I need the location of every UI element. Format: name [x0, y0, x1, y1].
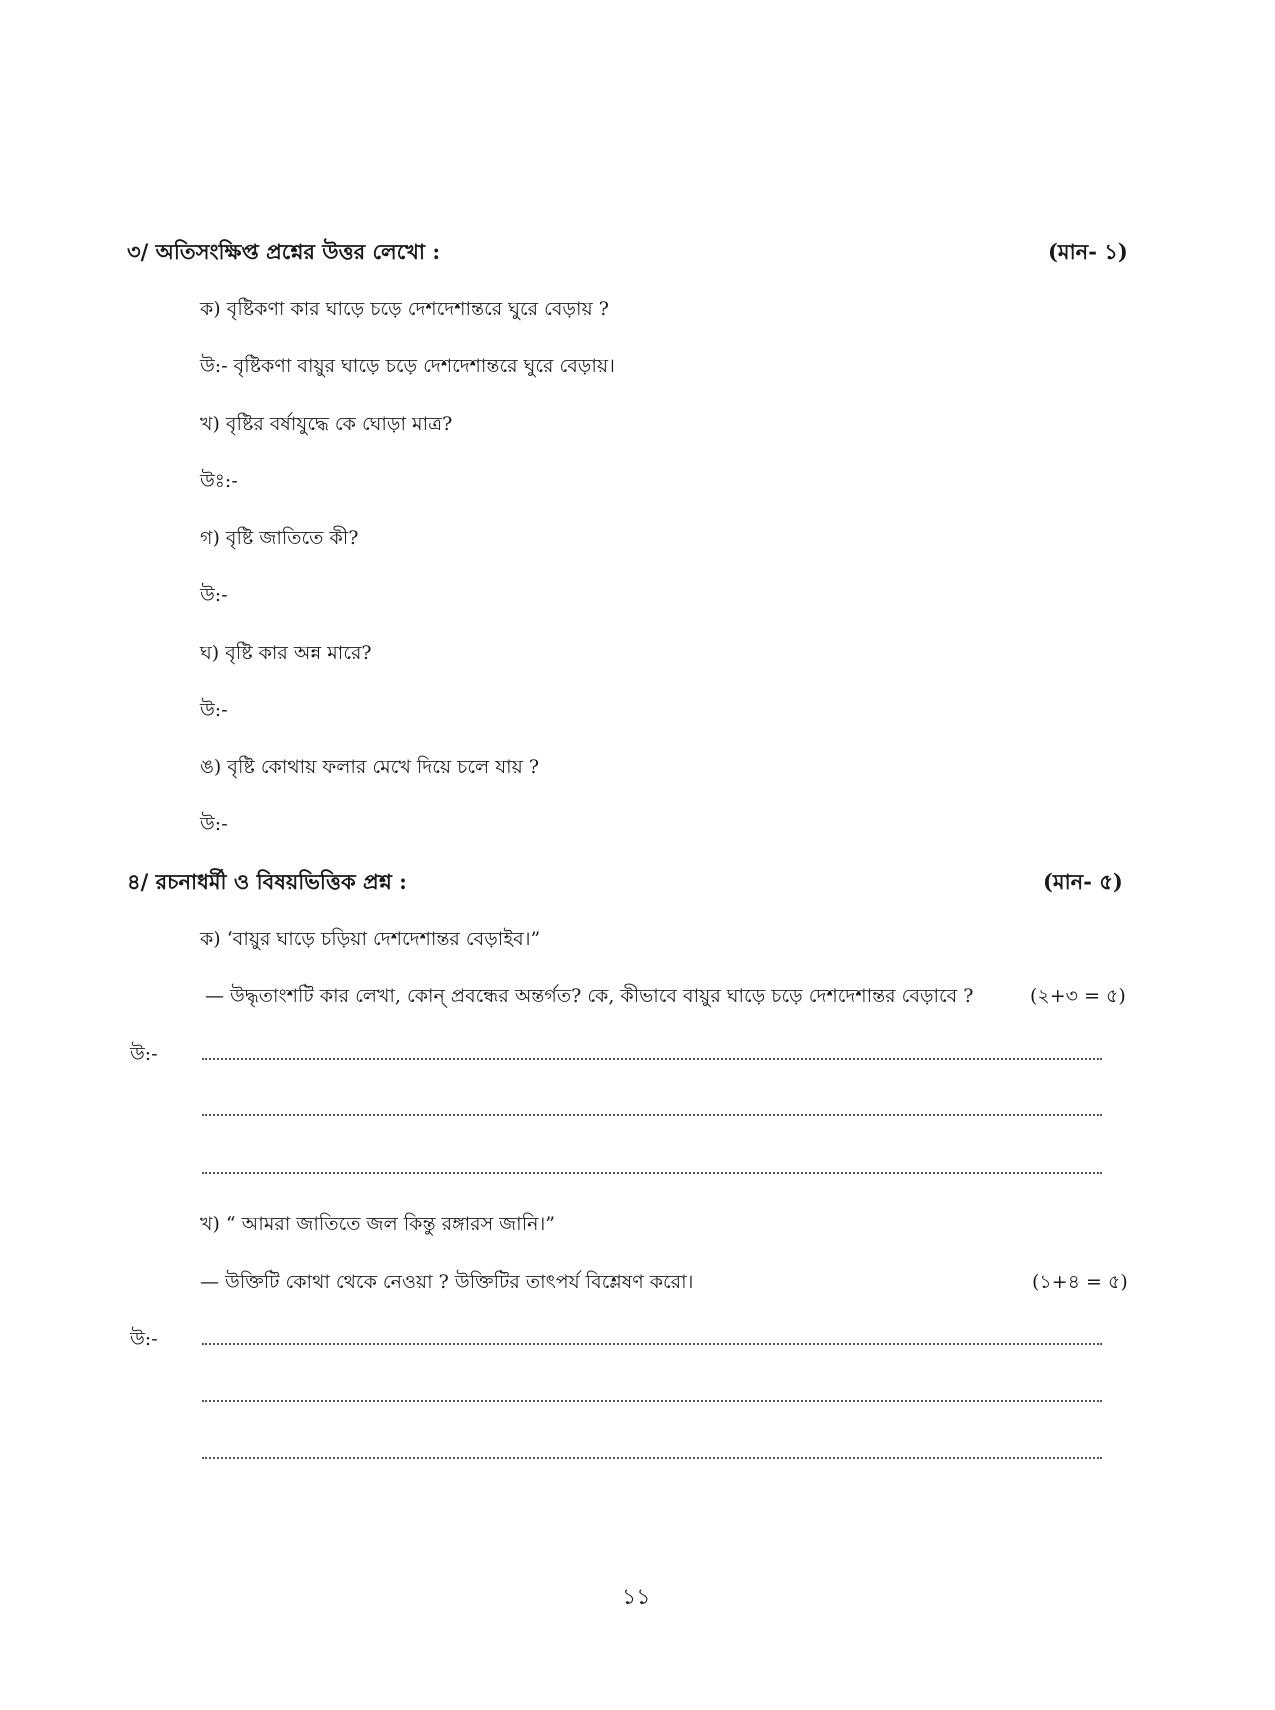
answer-line — [202, 1400, 1102, 1402]
answer-line — [202, 1457, 1102, 1459]
question-ga: গ) বৃষ্টি জাতিতে কী? — [200, 527, 359, 549]
question-umo: ঙ) বৃষ্টি কোথায় ফলার মেখে দিয়ে চলে যায় ? — [200, 756, 540, 778]
marks-4-ka: (২+৩ = ৫) — [1030, 985, 1126, 1007]
section-3-heading: ৩/ অতিসংক্ষিপ্ত প্রশ্নের উত্তর লেখো : — [127, 239, 441, 264]
quote-ka: ক) ‘বায়ুর ঘাড়ে চড়িয়া দেশদেশান্তর বেড়াইব।” — [200, 928, 541, 950]
answer-line — [202, 1172, 1102, 1174]
quote-kha: খ) “ আমরা জাতিতে জল কিন্তু রঙ্গারস জানি।” — [200, 1213, 555, 1235]
answer-line — [202, 1058, 1102, 1060]
answer-label-4-ka: উ:- — [130, 1043, 158, 1065]
answer-ka: উ:- বৃষ্টিকণা বায়ুর ঘাড়ে চড়ে দেশদেশান্তরে ঘুরে বেড়ায়। — [200, 355, 615, 377]
answer-gha: উ:- — [200, 699, 228, 721]
answer-umo: উ:- — [200, 813, 228, 835]
answer-kha: উঃ:- — [200, 470, 238, 492]
section-4-marks: (মান- ৫) — [1043, 869, 1123, 894]
answer-line — [202, 1114, 1102, 1116]
question-gha: ঘ) বৃষ্টি কার অন্ন মারে? — [200, 642, 372, 664]
marks-4-kha: (১+৪ = ৫) — [1032, 1271, 1128, 1293]
question-ka: ক) বৃষ্টিকণা কার ঘাড়ে চড়ে দেশদেশান্তরে ঘুরে বেড়ায় ? — [200, 298, 609, 320]
page-number: ১১ — [622, 1585, 651, 1610]
section-4-heading: ৪/ রচনাধর্মী ও বিষয়ভিত্তিক প্রশ্ন : — [127, 869, 407, 894]
answer-line — [202, 1343, 1102, 1345]
section-3-marks: (মান- ১) — [1048, 239, 1128, 264]
answer-label-4-kha: উ:- — [130, 1328, 158, 1350]
answer-ga: উ:- — [200, 584, 228, 606]
question-4-ka: — উদ্ধৃতাংশটি কার লেখা, কোন্ প্রবন্ধের অন্তর্গত? কে, কীভাবে বায়ুর ঘাড়ে চড়ে দেশদেশান্তর বেড়াবে ? — [205, 985, 974, 1007]
question-kha: খ) বৃষ্টির বর্ষাযুদ্ধে কে ঘোড়া মাত্র? — [200, 413, 453, 435]
question-4-kha: — উক্তিটি কোথা থেকে নেওয়া ? উক্তিটির তাৎপর্য বিশ্লেষণ করো। — [200, 1271, 694, 1293]
